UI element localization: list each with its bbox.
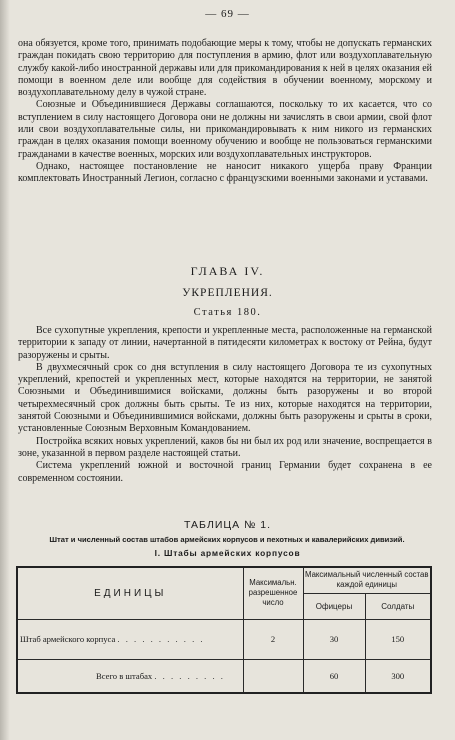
row-unit-label: Штаб армейского корпуса [20, 634, 116, 644]
paragraph: она обязуется, кроме того, принимать подобающие меры к тому, чтобы не допускать германских граждан покидать свою территорию для поступления в армию, флот или воздухоплавательную службу какой-либо иностранной державы или для прикомандирования к ней в целях оказания ей помощи в военном деле или вообще для содействия в обучении военному, морскому и воздухоплавательному делу в чужой стране. [18, 38, 432, 99]
header-max-staff: Максимальный численный состав каждой единицы [303, 567, 431, 593]
paragraph: Система укреплений южной и восточной границ Германии будет сохранена в ее современном состоянии. [18, 460, 432, 484]
paragraph: В двухмесячный срок со дня вступления в силу настоящего Договора те из сухопутных укреплений, крепостей и укрепленных мест, которые находятся на территории, не занятой Союзными и Объединившимися войсками, должны быть разоружены и во второй четырехмесячный срок должны быть срыты. Те из них, которые находятся на территории, занятой Союзными и Объединившимися войсками, должны быть разоружены и срыты в сроки, установленные Союзным Верховным Командованием. [18, 361, 432, 435]
page-number: — 69 — [205, 8, 250, 20]
intro-text [18, 38, 432, 186]
chapter-subtitle: УКРЕПЛЕНИЯ. [182, 287, 273, 299]
table-row [17, 619, 431, 659]
article-number: Статья 180. [193, 307, 262, 318]
article-text [18, 325, 432, 485]
table-section-heading: I. Штабы армейских корпусов [154, 548, 301, 558]
row-soldiers: 150 [365, 619, 431, 659]
table-total-row [17, 659, 431, 693]
chapter-title: ГЛАВА IV. [190, 264, 265, 278]
row-unit-name [17, 619, 243, 659]
header-officers: Офицеры [303, 593, 365, 619]
header-max-allowed: Максимальн. разрешенное число [243, 567, 303, 619]
leader-dots: . . . . . . . . . [154, 670, 225, 681]
header-soldiers: Солдаты [365, 593, 431, 619]
table-header-row [17, 567, 431, 593]
table-caption: Штат и численный состав штабов армейских корпусов и пехотных и кавалерийских дивизий. [49, 535, 405, 544]
total-officers: 60 [303, 659, 365, 693]
header-units: ЕДИНИЦЫ [17, 567, 243, 619]
row-officers: 30 [303, 619, 365, 659]
paragraph: Постройка всяких новых укреплений, каков бы ни был их род или значение, воспрещается в зоне, указанной в первом разделе настоящей статьи. [18, 435, 432, 459]
leader-dots: . . . . . . . . . . . [117, 634, 205, 644]
total-soldiers: 300 [365, 659, 431, 693]
staff-table [16, 566, 432, 694]
row-max-allowed: 2 [243, 619, 303, 659]
paragraph: Все сухопутные укрепления, крепости и укрепленные места, расположенные на германской территории к западу от линии, начертанной в пятидесяти километрах к востоку от Рейна, будут разоружены и срыты. [18, 325, 432, 361]
table-title: ТАБЛИЦА № 1. [183, 519, 272, 531]
total-unit-name [17, 659, 243, 693]
paragraph: Однако, настоящее постановление не наносит никакого ущерба праву Франции комплектовать Иностранный Легион, согласно с французскими военными законами и уставами. [18, 160, 432, 185]
total-max-allowed [243, 659, 303, 693]
total-label: Всего в штабах [96, 670, 153, 681]
paragraph: Союзные и Объединившиеся Державы соглашаются, поскольку то их касается, что со вступлением в силу настоящего Договора они не должны ни зачислять в свои армии, свой флот или свои воздухоплавательные силы, ни прикомандировывать к ним никого из германских граждан в целях оказания помощи военному обучению и вообще не пользоваться германскими гражданами в качестве военных, морских или воздухоплавательных инструкторов. [18, 99, 432, 160]
